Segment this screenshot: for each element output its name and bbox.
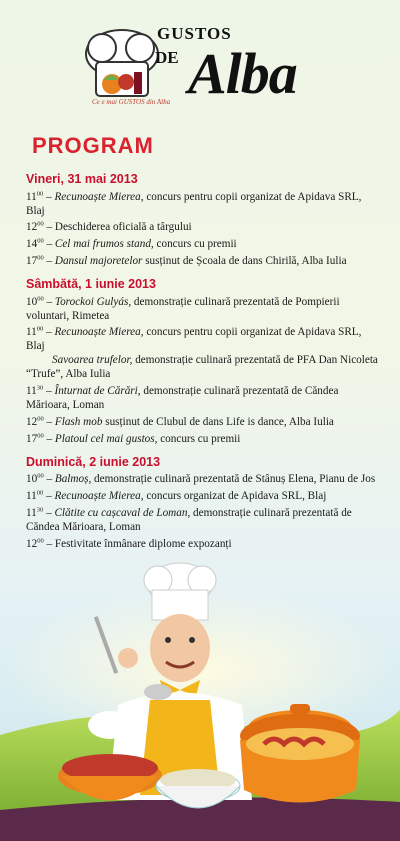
event-hour: 11: [26, 490, 37, 503]
schedule: [26, 172, 382, 560]
event-item: $11^{30}$ – Înturnat de Cărări, demonstrație culinară prezentată de Căndea Mărioara, Loman: [26, 384, 339, 412]
day-section: [26, 455, 382, 551]
program-title: PROGRAM: [32, 133, 154, 158]
event-description: demonstrație culinară prezentată de Căndea Mărioara, Loman: [26, 506, 352, 533]
event-description: susținut de Școala de dans Chirilă, Alba Iulia: [142, 254, 347, 267]
event-description: concurs pentru copii organizat de Apidava SRL, Blaj: [26, 190, 362, 217]
event-name: Balmoș,: [54, 473, 92, 486]
event-minutes: 30: [36, 506, 44, 514]
event-hour: 11: [26, 326, 37, 339]
event-description: demonstrație culinară prezentată de PFA Dan Nicoleta “Trufe”, Alba Iulia: [26, 354, 378, 381]
chef-illustration: [0, 537, 400, 841]
event-item: $14^{00}$ – Cel mai frumos stand, concurs cu premii: [26, 237, 237, 251]
event-hour: 12: [26, 221, 38, 234]
event-hour: 17: [26, 254, 38, 267]
event-minutes: 00: [37, 254, 44, 262]
brand-main: Alba: [188, 41, 297, 106]
event-name: Recunoaște Mierea,: [54, 190, 144, 203]
event-description: Festivitate înmânare diplome expozanți: [54, 537, 232, 550]
cooking-pot: [240, 704, 360, 803]
brand-tagline: Ce e mai GUSTOS din Alba: [92, 98, 171, 106]
event-description: Deschiderea oficială a târgului: [54, 221, 192, 234]
event-item: $10^{00}$ – Torockoi Gulyás, demonstrație culinară prezentată de Pompierii voluntari, Rimetea: [26, 294, 340, 322]
event-name: Torockoi Gulyás,: [54, 295, 132, 308]
event-description: demonstrație culinară prezentată de Pompierii voluntari, Rimetea: [26, 295, 340, 322]
day-title: Duminică, 2 iunie 2013: [26, 454, 161, 469]
event-item: $11^{00}$ – Recunoaște Mierea, concurs pentru copii organizat de Apidava SRL, Blaj: [26, 190, 362, 217]
brand-top: GUSTOS: [157, 24, 232, 43]
event-name: Recunoaște Mierea,: [54, 326, 144, 339]
event-item: $11^{30}$ – Clătite cu cașcaval de Loman, demonstrație culinară prezentată de Căndea Mărioara, Loman: [26, 506, 352, 533]
event-item: $12^{00}$ – Festivitate înmânare diplome expozanți: [26, 536, 232, 550]
event-name: Clătite cu cașcaval de Loman,: [54, 506, 191, 519]
event-minutes: 00: [36, 190, 44, 197]
day-section: [26, 277, 382, 446]
event-minutes: 00: [37, 472, 44, 480]
event-item: $12^{00}$ – Flash mob susținut de Clubul de dans Life is dance, Alba Iulia: [26, 415, 334, 428]
event-description: demonstrație culinară prezentată de Căndea Mărioara, Loman: [26, 385, 339, 412]
event-minutes: 00: [36, 489, 44, 497]
day-title: Sâmbătă, 1 iunie 2013: [26, 276, 156, 291]
event-name: Cel mai frumos stand,: [54, 238, 154, 251]
event-name: Flash mob: [54, 415, 103, 428]
event-name: Înturnat de Cărări,: [54, 385, 141, 398]
event-minutes: 00: [37, 220, 44, 228]
event-hour: 17: [26, 432, 38, 445]
event-hour: 14: [26, 238, 38, 251]
event-description: concurs cu premii: [157, 432, 241, 445]
event-hour: 12: [26, 415, 38, 428]
event-minutes: 00: [36, 325, 44, 333]
event-hour: 12: [26, 537, 38, 550]
event-name: Platoul cel mai gustos,: [54, 432, 158, 445]
event-minutes: 00: [37, 415, 44, 423]
event-name: Dansul majoretelor: [54, 254, 143, 267]
event-minutes: 30: [36, 384, 44, 392]
event-description: demonstrație culinară prezentată de Stânuș Elena, Pianu de Jos: [91, 473, 376, 486]
event-minutes: 00: [37, 294, 44, 302]
day-section: [26, 172, 382, 268]
event-hour: 11: [26, 385, 37, 398]
event-item: $11^{00}$ – Recunoaște Mierea, concurs organizat de Apidava SRL, Blaj: [26, 489, 327, 503]
event-minutes: 00: [37, 536, 44, 544]
brand-de: DE: [155, 48, 179, 67]
event-minutes: 00: [37, 237, 44, 245]
event-item: $11^{00}$ – Recunoaște Mierea, concurs pentru copii organizat de Apidava SRL, Blaj: [26, 325, 362, 353]
event-item: $17^{00}$ – Platoul cel mai gustos, concurs cu premii: [26, 431, 241, 445]
event-minutes: 00: [37, 431, 44, 439]
event-name: Recunoaște Mierea,: [54, 490, 144, 503]
event-name: Savoarea trufelor,: [52, 354, 133, 367]
event-item: $12^{00}$ – Deschiderea oficială a târgului: [26, 220, 192, 234]
event-description: susținut de Clubul de dans Life is dance, Alba Iulia: [102, 415, 334, 428]
event-hour: 11: [26, 506, 37, 519]
event-hour: 10: [26, 473, 38, 486]
event-hour: 11: [26, 190, 37, 203]
event-item: $10^{00}$ – Balmoș, demonstrație culinară prezentată de Stânuș Elena, Pianu de Jos: [26, 472, 376, 486]
event-hour: 10: [26, 295, 38, 308]
event-item: $17^{00}$ – Dansul majoretelor susținut de Școala de dans Chirilă, Alba Iulia: [26, 254, 347, 267]
event-description: concurs organizat de Apidava SRL, Blaj: [143, 490, 327, 503]
event-description: concurs cu premii: [153, 238, 237, 251]
event-description: concurs pentru copii organizat de Apidava SRL, Blaj: [26, 326, 362, 353]
event-item: [26, 353, 382, 381]
day-title: Vineri, 31 mai 2013: [26, 172, 138, 186]
